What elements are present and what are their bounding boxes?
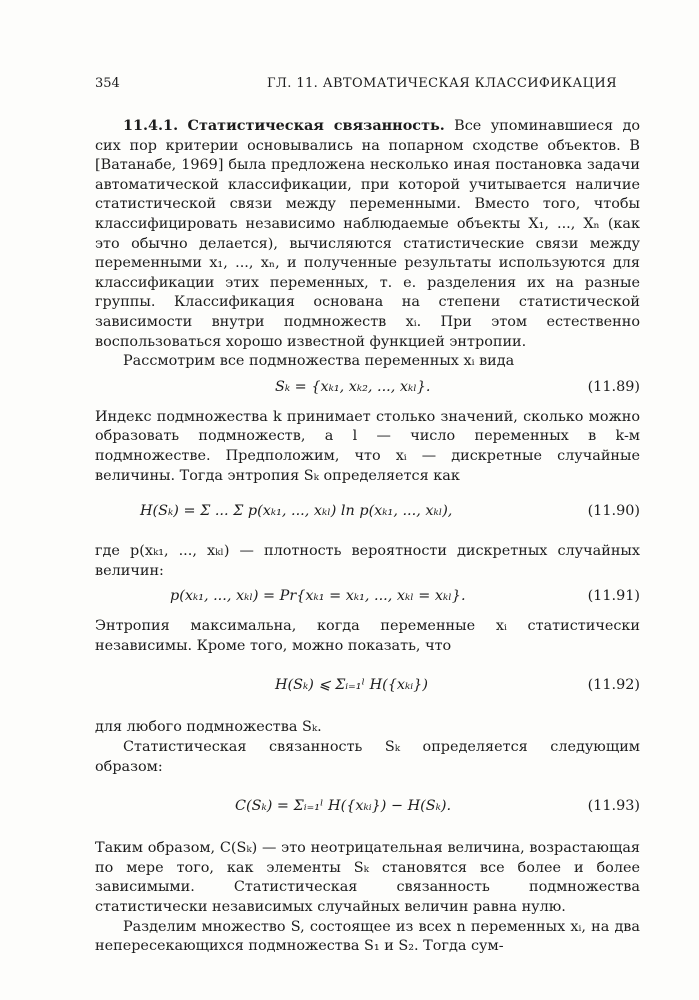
paragraph-2: Рассмотрим все подмножества переменных xᵢ вида xyxy=(123,353,515,370)
paragraph-3: Индекс подмножества k принимает столько значений, сколько можно образовать подмножеств, а l — число переменных в k-м подмножестве. Предположим, что xᵢ — дискретные случайные величины. Тогда энтропия Sₖ определяется как xyxy=(95,408,640,484)
equation-number: (11.89) xyxy=(587,378,640,395)
equation-11-92 xyxy=(95,662,640,712)
equation-number: (11.93) xyxy=(587,798,640,815)
equation-formula: H(Sₖ) = Σ ... Σ p(xₖ₁, ..., xₖₗ) ln p(xₖ₁, ..., xₖₗ), xyxy=(140,503,453,520)
equation-formula: Sₖ = {xₖ₁, xₖ₂, ..., xₖₗ}. xyxy=(275,378,431,395)
equation-number: (11.92) xyxy=(587,677,640,694)
paragraph-5: Энтропия максимальна, когда переменные xᵢ статистически независимы. Кроме того, можно показать, что xyxy=(95,618,640,654)
paragraph-6: для любого подмножества Sₖ. xyxy=(95,719,322,736)
paragraph-section-intro xyxy=(95,116,640,352)
equation-11-93 xyxy=(95,783,640,833)
equation-11-89 xyxy=(95,378,640,402)
equation-number: (11.90) xyxy=(587,503,640,520)
section-text: Все упоминавшиеся до сих пор критерии основывались на попарном сходстве объектов. В [Ватанабе, 1969] была предложена несколько иная постановка задачи автоматической классификации, при которой учитывается наличие статистической связи между переменными. Вместо того, чтобы классифицировать независимо наблюдаемые объекты X₁, ..., Xₙ (как это обычно делается), вычисляются статистические связи между переменными x₁, ..., xₙ, и полученные результаты используются для классификации этих переменных, т. е. разделения их на разные группы. Классификация основана на степени статистической зависимости внутри подмножеств xᵢ. При этом естественно воспользоваться хорошо известной функцией энтропии. xyxy=(95,118,641,350)
equation-formula: p(xₖ₁, ..., xₖₗ) = Pr{xₖ₁ = xₖ₁, ..., xₖₗ = xₖₗ}. xyxy=(170,588,466,605)
paragraph-8: Таким образом, C(Sₖ) — это неотрицательная величина, возрастающая по мере того, как элементы Sₖ становятся все более и более зависимыми. Статистическая связанность подмножества статистически независимых случайных величин равна нулю. xyxy=(95,840,640,916)
equation-formula: C(Sₖ) = Σᵢ₌₁ˡ H({xₖᵢ}) − H(Sₖ). xyxy=(235,798,452,815)
paragraph-9: Разделим множество S, состоящее из всех n переменных xᵢ, на два непересекающихся подмножества S₁ и S₂. Тогда сум- xyxy=(95,918,640,955)
page-number: 354 xyxy=(95,76,120,91)
section-title: Статистическая связанность. xyxy=(187,117,445,134)
running-title: ГЛ. 11. АВТОМАТИЧЕСКАЯ КЛАССИФИКАЦИЯ xyxy=(267,76,618,91)
section-number: 11.4.1. xyxy=(123,117,179,134)
equation-formula: H(Sₖ) ⩽ Σᵢ₌₁ˡ H({xₖᵢ}) xyxy=(275,677,428,694)
paragraph-7: Статистическая связанность Sₖ определяется следующим образом: xyxy=(95,739,640,775)
running-header xyxy=(95,76,640,96)
equation-11-90 xyxy=(95,492,640,536)
equation-11-91 xyxy=(95,587,640,611)
equation-number: (11.91) xyxy=(587,588,640,605)
paragraph-4: где p(xₖ₁, ..., xₖₗ) — плотность вероятности дискретных случайных величин: xyxy=(95,543,640,579)
text-body xyxy=(95,116,640,957)
